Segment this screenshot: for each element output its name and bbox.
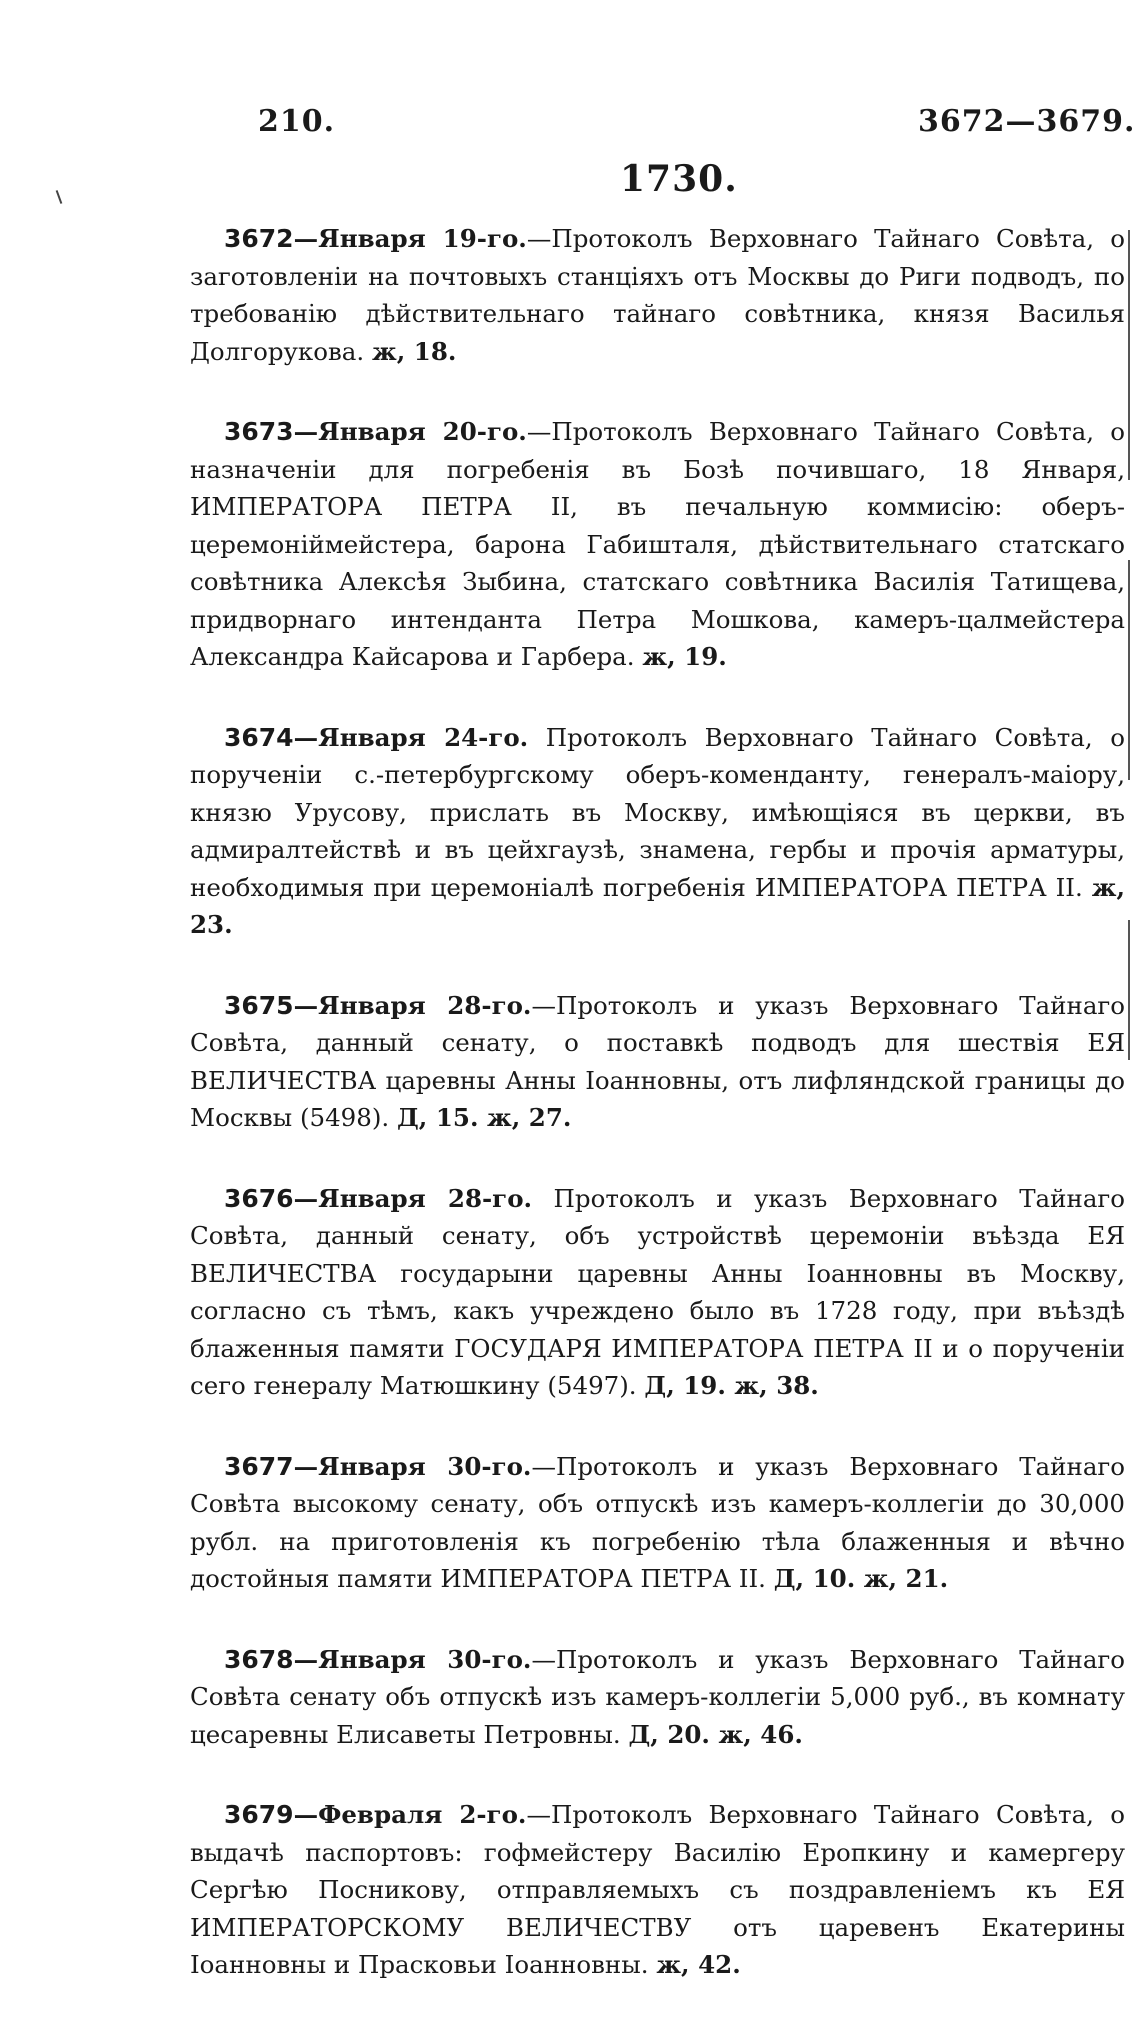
entry-number: 3672 [224, 224, 294, 253]
entry-refs: Д, 19. ж, 38. [644, 1371, 819, 1400]
entry [190, 1180, 1125, 1405]
entry-body: Протоколъ и указъ Верховнаго Тайнаго Совѣта, данный сенату, объ устройствѣ церемоніи въѣзда ЕЯ ВЕЛИЧЕСТВА государыни царевны Анны Іоанновны въ Москву, согласно съ тѣмъ, какъ учреждено было въ 1728 году, при въѣздѣ блаженныя памяти ГОСУДАРЯ ИМПЕРАТОРА ПЕТРА II и о порученіи сего генералу Матюшкину (5497). [190, 1183, 1126, 1400]
entry-date: —Января 19-го. [293, 224, 527, 253]
entry-date: —Января 20-го. [293, 417, 527, 446]
entry-refs: Д, 15. ж, 27. [397, 1103, 572, 1132]
page-number: 210. [258, 104, 336, 139]
entry-body: —Протоколъ и указъ Верховнаго Тайнаго Совѣта высокому сенату, объ отпускѣ изъ камеръ-коллегіи до 30,000 рубл. на приготовленія къ погребенію тѣла блаженныя и вѣчно достойныя памяти ИМПЕРАТОРА ПЕТРА II. [190, 1451, 1126, 1593]
entry-refs: Д, 20. ж, 46. [628, 1719, 803, 1749]
entry-date: —Января 30-го. [293, 1451, 532, 1481]
entry-number: 3675 [224, 990, 294, 1020]
entry-date: —Января 28-го. [293, 1183, 533, 1213]
entry-body: —Протоколъ и указъ Верховнаго Тайнаго Совѣта, данный сенату, о поставкѣ подводъ для шествія ЕЯ ВЕЛИЧЕСТВА царевны Анны Іоанновны, отъ лифляндской границы до Москвы (5498). [190, 990, 1126, 1132]
entry-refs: ж, 23. [190, 872, 1125, 939]
entry-list [190, 220, 1125, 2027]
year-heading: 1730. [620, 158, 738, 200]
entry [190, 413, 1125, 676]
entry-number: 3676 [224, 1183, 294, 1213]
entry [190, 1641, 1125, 1754]
entry-date: —Января 28-го. [293, 990, 532, 1020]
entry-body: —Протоколъ и указъ Верховнаго Тайнаго Совѣта сенату объ отпускѣ изъ камеръ-коллегіи 5,000 руб., въ комнату цесаревны Елисаветы Петровны. [190, 1644, 1126, 1749]
entry-number: 3673 [224, 417, 294, 446]
entry [190, 1796, 1125, 1984]
entry-number: 3679 [224, 1800, 294, 1829]
entry-body: Протоколъ Верховнаго Тайнаго Совѣта, о порученіи с.-петербургскому оберъ-коменданту, генералъ-маіору, князю Урусову, прислать въ Москву, имѣющіяся въ церкви, въ адмиралтействѣ и въ цейхгаузѣ, знамена, гербы и прочія арматуры, необходимыя при церемоніалѣ погребенія ИМПЕРАТОРА ПЕТРА II. [190, 722, 1126, 902]
entry-number: 3674 [224, 722, 294, 752]
entry-refs: ж, 18. [371, 336, 457, 366]
page-edge-rule [1128, 920, 1130, 1060]
entry [190, 719, 1125, 944]
entry-number: 3678 [224, 1644, 294, 1674]
entry-date: —Января 24-го. [293, 722, 529, 752]
entry-refs: ж, 42. [656, 1950, 741, 1979]
margin-mark [56, 190, 63, 204]
entry-date: —Февраля 2-го. [293, 1800, 527, 1829]
entry-date: —Января 30-го. [293, 1644, 532, 1674]
entry [190, 987, 1125, 1137]
entry-number: 3677 [224, 1451, 294, 1481]
entry-body: —Протоколъ Верховнаго Тайнаго Совѣта, о выдачѣ паспортовъ: гофмейстеру Василію Еропкину и камергеру Сергѣю Посникову, отправляемыхъ съ поздравленіемъ къ ЕЯ ИМПЕРАТОРСКОМУ ВЕЛИЧЕСТВУ отъ царевенъ Екатерины Іоанновны и Прасковьи Іоанновны. [190, 1800, 1125, 1979]
entry [190, 220, 1125, 370]
entry-range: 3672—3679. [918, 104, 1136, 139]
entry-body: —Протоколъ Верховнаго Тайнаго Совѣта, о назначеніи для погребенія въ Бозѣ почившаго, 18 Января, ИМПЕРАТОРА ПЕТРА II, въ печальную коммисію: оберъ-церемоніймейстера, барона Габишталя, дѣйствительнаго статскаго совѣтника Алексѣя Зыбина, статскаго совѣтника Василія Татищева, придворнаго интенданта Петра Мошкова, камеръ-цалмейстера Александра Кайсарова и Гарбера. [190, 417, 1125, 671]
entry-refs: ж, 19. [642, 642, 727, 671]
page-edge-rule [1128, 230, 1130, 480]
entry-refs: Д, 10. ж, 21. [773, 1564, 949, 1593]
page-edge-rule [1128, 560, 1130, 780]
entry-body: —Протоколъ Верховнаго Тайнаго Совѣта, о заготовленіи на почтовыхъ станціяхъ отъ Москвы до Риги подводъ, по требованію дѣйствительнаго тайнаго совѣтника, князя Василья Долгорукова. [190, 224, 1125, 366]
entry [190, 1448, 1125, 1598]
